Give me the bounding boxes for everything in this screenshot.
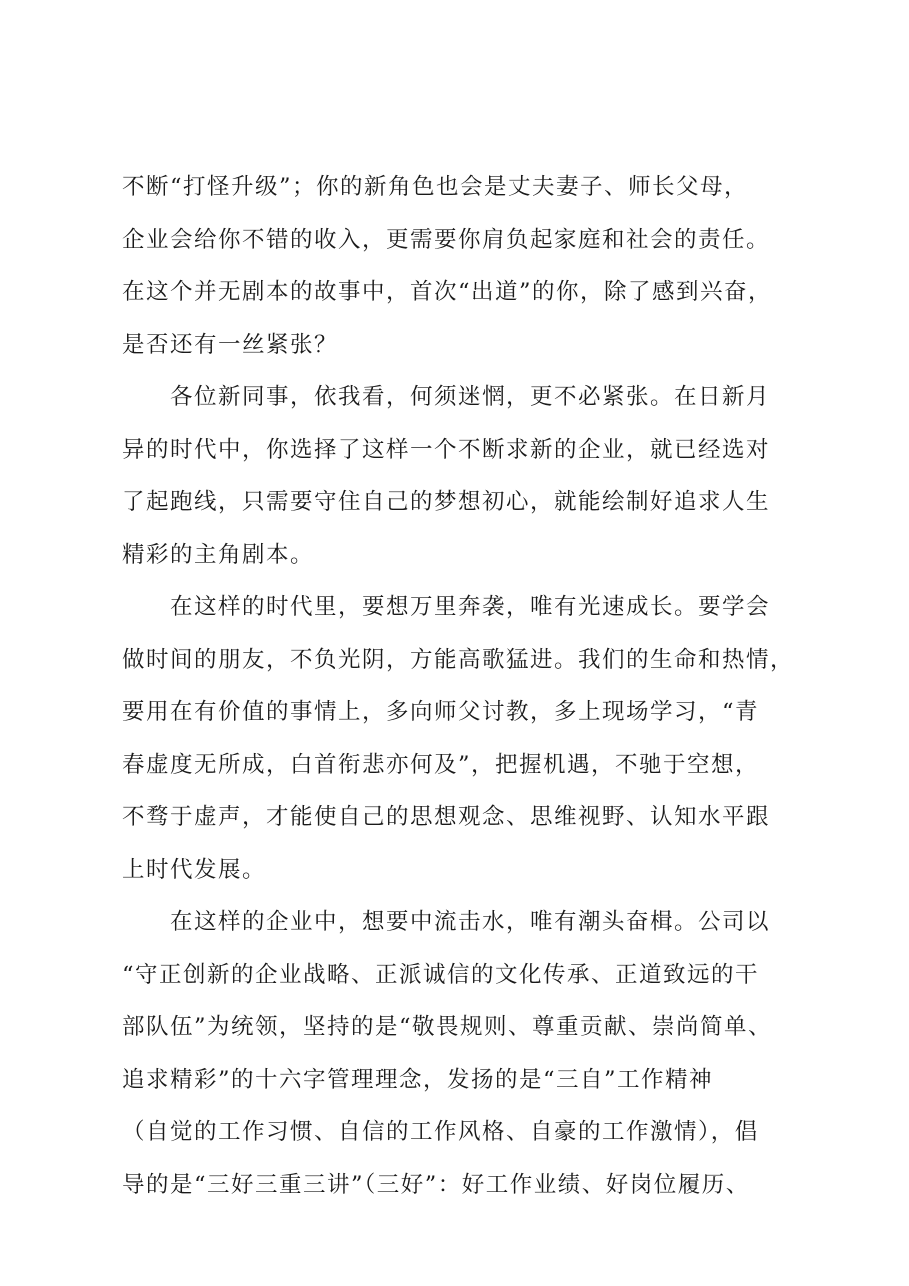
text-line: 是否还有一丝紧张？ <box>122 331 339 358</box>
document-body <box>122 161 812 1211</box>
text-line: 做时间的朋友，不负光阴，方能高歌猛进。我们的生命和热情， <box>122 646 795 673</box>
text-line: 追求精彩”的十六字管理理念，发扬的是“三自”工作精神 <box>122 1066 714 1093</box>
paragraph-first-line: 在这样的企业中，想要中流击水，唯有潮头奋楫。公司以 <box>170 909 771 935</box>
text-line: “守正创新的企业战略、正派诚信的文化传承、正道致远的干 <box>122 961 760 988</box>
text-line: 春虚度无所成，白首衔悲亦何及”，把握机遇，不驰于空想， <box>122 751 760 778</box>
text-line: （自觉的工作习惯、自信的工作风格、自豪的工作激情），倡 <box>122 1119 759 1145</box>
text-line: 导的是“三好三重三讲”（三好”：好工作业绩、好岗位履历、 <box>122 1171 750 1198</box>
text-line: 要用在有价值的事情上，多向师父讨教，多上现场学习，“青 <box>122 699 760 725</box>
text-line: 异的时代中，你选择了这样一个不断求新的企业，就已经选对 <box>122 436 771 463</box>
text-line: 部队伍”为统领，坚持的是“敬畏规则、尊重贡献、崇尚简单、 <box>122 1014 773 1040</box>
text-line: 企业会给你不错的收入，更需要你肩负起家庭和社会的责任。 <box>122 226 771 253</box>
text-line: 上时代发展。 <box>122 856 267 883</box>
text-line: 在这个并无剧本的故事中，首次“出道”的你，除了感到兴奋， <box>122 279 773 305</box>
paragraph-first-line: 各位新同事，依我看，何须迷惘，更不必紧张。在日新月 <box>170 384 771 410</box>
paragraph-first-line: 在这样的时代里，要想万里奔袭，唯有光速成长。要学会 <box>170 594 771 620</box>
text-line: 不断“打怪升级”；你的新角色也会是丈夫妻子、师长父母， <box>122 174 749 200</box>
text-line: 不骛于虚声，才能使自己的思想观念、思维视野、认知水平跟 <box>122 804 771 830</box>
text-line: 精彩的主角剧本。 <box>122 541 315 568</box>
text-line: 了起跑线，只需要守住自己的梦想初心，就能绘制好追求人生 <box>122 489 771 515</box>
